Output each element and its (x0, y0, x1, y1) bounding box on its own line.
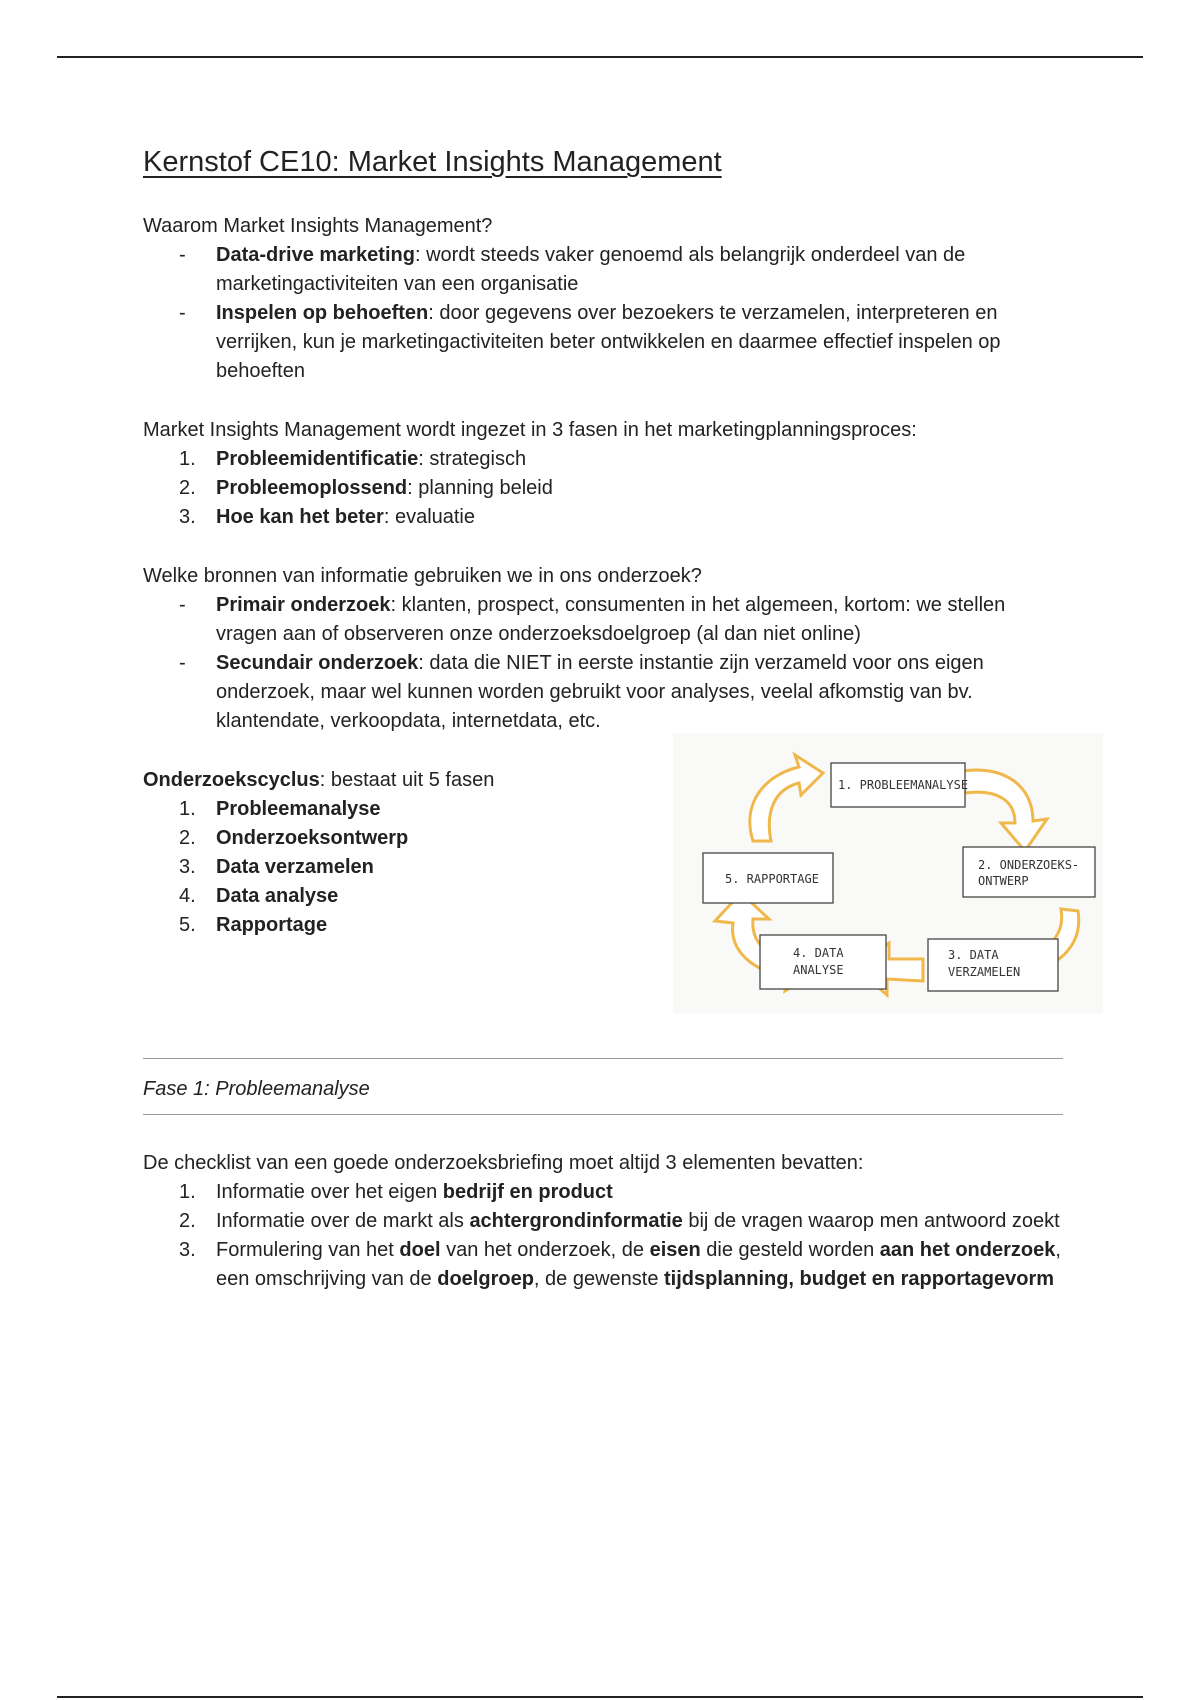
diagram-label-3a: 3. DATA (948, 948, 999, 962)
bullet-marker: - (179, 244, 186, 266)
list-item (143, 503, 1063, 532)
cycle-intro (143, 766, 613, 795)
number-marker: 5. (179, 914, 196, 936)
diagram-box-onderzoeksontwerp (963, 847, 1095, 897)
document-body (143, 140, 1080, 1294)
item-text: : klanten, prospect, consumenten in het algemeen, kortom: we stellen vragen aan of observeren onze onderzoeksdoelgroep (al dan niet online) (216, 594, 1006, 645)
item-text: Informatie over de markt als (216, 1210, 470, 1232)
bullet-marker: - (179, 652, 186, 674)
item-bold: aan het onderzoek (879, 1239, 1056, 1261)
diagram-label-5: 5. RAPPORTAGE (725, 872, 819, 886)
list-item (143, 1236, 1063, 1294)
number-marker: 3. (179, 506, 196, 528)
item-bold: tijdsplanning, budget en rapportagevorm (664, 1268, 1055, 1290)
list-item (143, 853, 613, 882)
term-primair-onderzoek: Primair onderzoek (216, 594, 391, 616)
item-text: : wordt steeds vaker genoemd als belangrijk onderdeel van de marketingactiviteiten van een organisatie (216, 244, 966, 295)
term-data-drive-marketing: Data-drive marketing (216, 244, 415, 266)
sources-list (143, 591, 1063, 736)
item-text: : evaluatie (383, 506, 475, 528)
number-marker: 1. (179, 1181, 196, 1203)
number-marker: 2. (179, 477, 196, 499)
item-text: Formulering van het (216, 1239, 400, 1261)
research-cycle-section (143, 766, 1080, 1036)
list-item (143, 1207, 1063, 1236)
page-title: Kernstof CE10: Market Insights Management (143, 146, 722, 178)
list-item (143, 241, 1063, 299)
list-item (143, 795, 613, 824)
term-secundair-onderzoek: Secundair onderzoek (216, 652, 419, 674)
item-text: Informatie over het eigen (216, 1181, 443, 1203)
bottom-rule (57, 1696, 1143, 1698)
phase-term: Probleemoplossend (216, 477, 408, 499)
top-rule (57, 56, 1143, 58)
cycle-list (143, 795, 613, 940)
cycle-step: Rapportage (216, 914, 328, 936)
item-text: , een omschrijving van de (216, 1239, 1061, 1290)
checklist-list (143, 1178, 1063, 1294)
research-cycle-diagram (673, 733, 1103, 1013)
diagram-box-data-analyse (760, 935, 886, 989)
list-item (143, 1178, 1063, 1207)
diagram-label-4a: 4. DATA (793, 946, 844, 960)
list-item (143, 911, 613, 940)
item-bold: eisen (649, 1239, 701, 1261)
cycle-step: Data analyse (216, 885, 339, 907)
cycle-term: Onderzoekscyclus (143, 769, 320, 791)
item-text: die gesteld worden (700, 1239, 880, 1261)
item-text: bij de vragen waarop men antwoord zoekt (682, 1210, 1060, 1232)
item-bold: doel (399, 1239, 441, 1261)
cycle-step: Data verzamelen (216, 856, 374, 878)
cycle-step: Onderzoeksontwerp (216, 827, 409, 849)
item-text: : planning beleid (407, 477, 553, 499)
list-item (143, 299, 1063, 386)
diagram-label-1: 1. PROBLEEMANALYSE (838, 778, 969, 792)
list-item (143, 824, 613, 853)
diagram-label-2b: ONTWERP (978, 874, 1029, 888)
cycle-intro-text: : bestaat uit 5 fasen (319, 769, 495, 791)
item-text: : strategisch (418, 448, 527, 470)
item-text: van het onderzoek, de (440, 1239, 650, 1261)
item-text: : data die NIET in eerste instantie zijn verzameld voor ons eigen onderzoek, maar wel kunnen worden gebruikt voor analyses, veelal afkomstig van bv. klantendate, verkoopdata, internetdata, etc. (216, 652, 984, 732)
number-marker: 3. (179, 1239, 196, 1261)
phases-intro: Market Insights Management wordt ingezet in 3 fasen in het marketingplanningsproces: (143, 419, 917, 441)
number-marker: 2. (179, 1210, 196, 1232)
sources-question: Welke bronnen van informatie gebruiken we in ons onderzoek? (143, 565, 702, 587)
number-marker: 1. (179, 798, 196, 820)
item-text: , de gewenste (533, 1268, 664, 1290)
bullet-marker: - (179, 594, 186, 616)
phase-term: Probleemidentificatie (216, 448, 419, 470)
phase1-heading: Fase 1: Probleemanalyse (143, 1078, 370, 1100)
item-bold: bedrijf en product (442, 1181, 613, 1203)
item-bold: achtergrondinformatie (469, 1210, 683, 1232)
bullet-marker: - (179, 302, 186, 324)
number-marker: 2. (179, 827, 196, 849)
list-item (143, 445, 1063, 474)
number-marker: 3. (179, 856, 196, 878)
list-item (143, 474, 1063, 503)
phases-list (143, 445, 1063, 532)
diagram-label-3b: VERZAMELEN (948, 965, 1021, 979)
list-item (143, 882, 613, 911)
phase1-heading-box (143, 1058, 1063, 1115)
list-item (143, 591, 1063, 649)
diagram-label-2a: 2. ONDERZOEKS- (978, 858, 1080, 872)
number-marker: 1. (179, 448, 196, 470)
list-item (143, 649, 1063, 736)
cycle-step: Probleemanalyse (216, 798, 381, 820)
phase-term: Hoe kan het beter (216, 506, 384, 528)
item-text: : door gegevens over bezoekers te verzamelen, interpreteren en verrijken, kun je marketingactiviteiten beter ontwikkelen en daarmee effectief inspelen op behoeften (216, 302, 1001, 382)
why-list (143, 241, 1063, 386)
research-cycle-text (143, 766, 613, 940)
item-bold: doelgroep (437, 1268, 534, 1290)
why-question: Waarom Market Insights Management? (143, 215, 493, 237)
checklist-intro: De checklist van een goede onderzoeksbriefing moet altijd 3 elementen bevatten: (143, 1152, 864, 1174)
diagram-label-4b: ANALYSE (793, 963, 844, 977)
number-marker: 4. (179, 885, 196, 907)
term-inspelen-op-behoeften: Inspelen op behoeften (216, 302, 429, 324)
